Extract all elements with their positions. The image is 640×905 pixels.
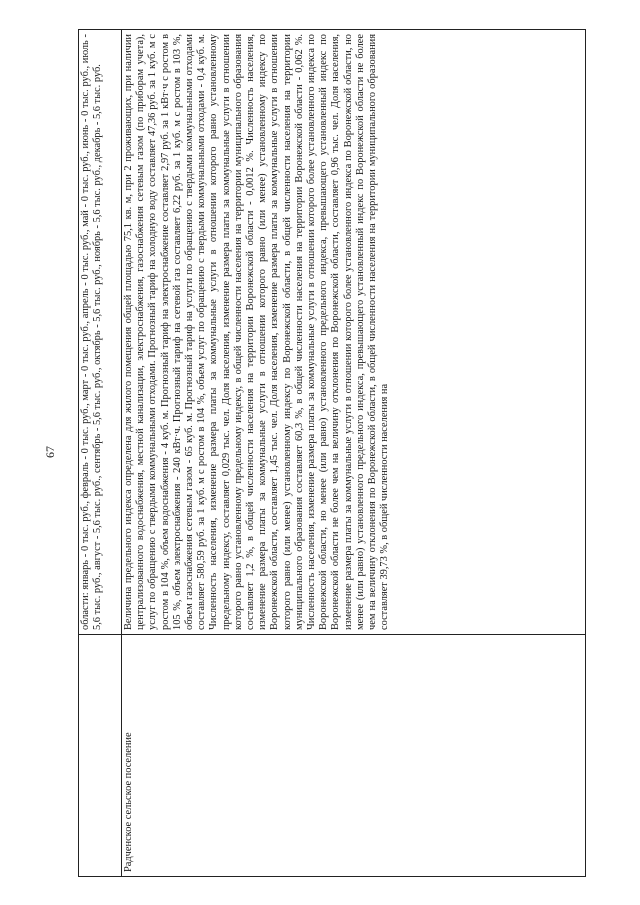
table-row xyxy=(122,30,586,877)
rotated-table-wrapper xyxy=(78,34,586,877)
municipality-cell xyxy=(79,635,122,877)
table-row xyxy=(79,30,122,877)
description-cell: Величина предельного индекса определена для жилого помещения общей площадью 75,1 кв. м, при 2 проживающих, при наличии централизованного водоснабжения, местной канализации, электроснабжения, газоснабжения сетевым газом (по приборам учета), услуг по обращению с твердыми коммунальными отходами. Прогнозный тариф на холодную воду составляет 47,36 руб. за 1 куб. м с ростом в 104 %, объем водоснабжения - 4 куб. м. Прогнозный тариф на электроснабжение составляет 2,97 руб. за 1 кВт·ч с ростом в 105 %, объем электроснабжения - 240 кВт·ч. Прогнозный тариф на сетевой газ составляет 6,22 руб. за 1 куб. м с ростом в 103 %, объем газоснабжения сетевым газом - 65 куб. м. Прогнозный тариф на услуги по обращению с твердыми коммунальными отходами составляет 580,59 руб. за 1 куб. м с ростом в 104 %, объем услуг по обращению с твердыми коммунальными отходами - 0,4 куб. м. Численность населения, изменение размера платы за коммунальные услуги в отношении которого равно установленному предельному индексу, составляет 0,029 тыс. чел. Доля населения, изменение размера платы за коммунальные услуги в отношении которого равно установленному предельному индексу, в общей численности населения на территории муниципального образования составляет 1,2 %, в общей численности населения на территории Воронежской области - 0,0012 %. Численность населения, изменение размера платы за коммунальные услуги в отношении которого равно (или менее) установленному индексу по Воронежской области, составляет 1,45 тыс. чел. Доля населения, изменение размера платы за коммунальные услуги в отношении которого равно (или менее) установленному индексу по Воронежской области, в общей численности населения на территории муниципального образования составляет 60,3 %, в общей численности населения на территории Воронежской области - 0,062 %. Численность населения, изменение размера платы за коммунальные услуги в отношении которого более установленного индекса по Воронежской области, но менее (или равно) установленного предельного индекса, превышающего установленный индекс по Воронежской области не более чем на величину отклонения по Воронежской области, составляет 0,96 тыс. чел. Доля населения, изменение размера платы за коммунальные услуги в отношении которого более установленного индекса по Воронежской области, но менее (или равно) установленного предельного индекса, превышающего установленный индекс по Воронежской области не более чем на величину отклонения по Воронежской области, в общей численности населения на территории муниципального образования составляет 39,73 %, в общей численности населения на xyxy=(122,30,586,635)
description-cell: области: январь - 0 тыс. руб., февраль - 0 тыс. руб., март - 0 тыс. руб., апрель - 0 тыс. руб., май - 0 тыс. руб., июнь - 0 тыс. руб., июль - 5,6 тыс. руб., август - 5,6 тыс. руб., сентябрь - 5,6 тыс. руб., октябрь - 5,6 тыс. руб., ноябрь - 5,6 тыс. руб., декабрь - 5,6 тыс. руб. xyxy=(79,30,122,635)
tariff-index-table xyxy=(78,29,586,877)
page-number: 67 xyxy=(43,446,57,458)
municipality-cell: Радченское сельское поселение xyxy=(122,635,586,877)
